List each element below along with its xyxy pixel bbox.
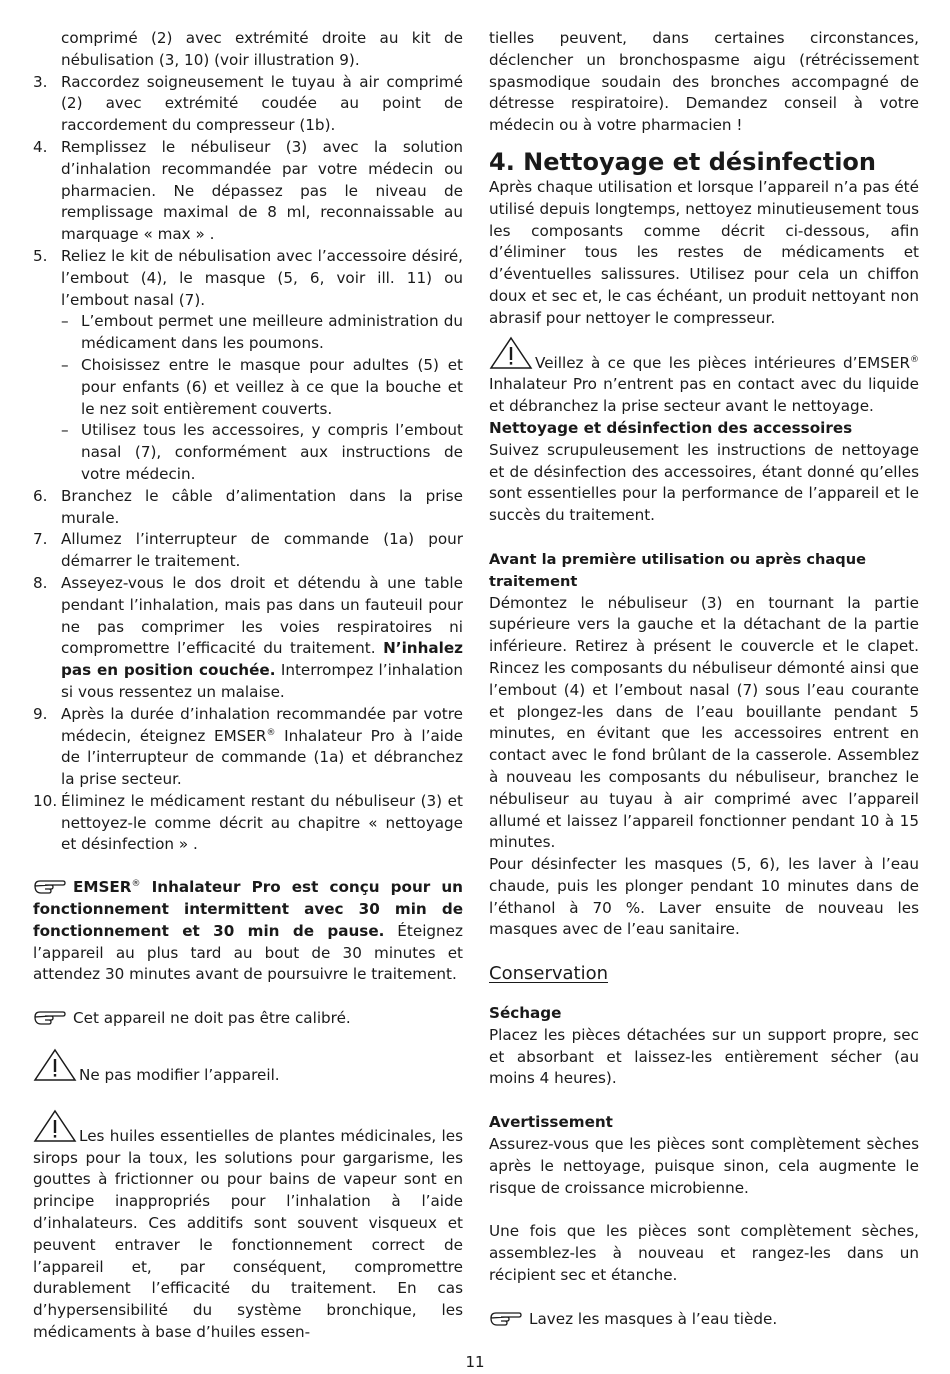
step-text: Allumez l’interrupteur de commande (1a) pour démarrer le traitement. bbox=[61, 530, 463, 571]
interior-warning bbox=[489, 336, 919, 418]
oils-warning bbox=[33, 1109, 463, 1344]
sub-item: – L’embout permet une meilleure administration du médicament dans les poumons. bbox=[61, 311, 463, 355]
warning-text: Inhalateur Pro n’entrent pas en contact avec du liquide et débranchez la prise secteur avant le nettoyage. bbox=[489, 375, 919, 416]
sub-item: – Choisissez entre le masque pour adultes (5) et pour enfants (6) et veillez à ce que la bouche et le nez soit entièrement couverts. bbox=[61, 355, 463, 420]
step-number: 4. bbox=[33, 137, 48, 156]
note-text: Cet appareil ne doit pas être calibré. bbox=[73, 1009, 351, 1028]
pointing-hand-icon bbox=[489, 1309, 523, 1327]
sub-item: – Utilisez tous les accessoires, y compris l’embout nasal (7), conformément aux instructions de votre médecin. bbox=[61, 420, 463, 485]
step-number: 9. bbox=[33, 704, 48, 723]
section-intro: Après chaque utilisation et lorsque l’appareil n’a pas été utilisé depuis longtemps, nettoyez minutieusement tous les composants comme décrit ci-dessous, afin d’éliminer tous les restes de médicaments et d’éventuelles salissures. Utilisez pour cela un chiffon doux et sec et, le cas échéant, un produit nettoyant non abrasif pour nettoyer le compresseur. bbox=[489, 177, 919, 327]
first-use-text: Démontez le nébuliseur (3) en tournant la partie supérieure vers la gauche et la détachant de la partie inférieure. Retirez à présent le couvercle et le clapet. Rincez les composants du nébuliseur démonté ainsi que l’embout (4) et l’embout nasal (7) sous l’eau courante et plongez-les dans de l’eau bouillante pendant 5 minutes, en évitant que les accessoires entrent en contact avec le fond brûlant de la casserole. Assemblez à nouveau les composants du nébuliseur, branchez le nébuliseur au tuyau à air comprimé avec l’appareil allumé et laissez l’appareil fonctionner pendant 10 à 15 minutes. bbox=[489, 593, 919, 852]
step-bold-text: N’inhalez pas en position couchée. bbox=[61, 639, 463, 680]
step-text: Remplissez le nébuliseur (3) avec la solution d’inhalation recommandée par votre médecin ou pharmacien. Ne dépassez pas le niveau de remplissage maximal de 8 ml, reconnaissable au marquage « max » . bbox=[61, 137, 463, 244]
first-use-heading: Avant la première utilisation ou après chaque traitement bbox=[489, 550, 866, 590]
step-text: Après la durée d’inhalation recommandée par votre médecin, éteignez EMSER bbox=[61, 704, 463, 745]
step-2-continuation: comprimé (2) avec extrémité droite au kit de nébulisation (3, 10) (voir illustration 9). bbox=[61, 29, 463, 69]
step-text: Raccordez soigneusement le tuyau à air comprimé (2) avec extrémité coudée au point de raccordement du compresseur (1b). bbox=[61, 72, 463, 135]
warning-triangle-icon bbox=[33, 1109, 77, 1143]
mask-wash-note bbox=[489, 1309, 919, 1331]
step-9 bbox=[33, 704, 463, 791]
step-3 bbox=[33, 72, 463, 137]
note-bold-text: Inhalateur Pro est conçu pour un fonctionnement intermittent avec 30 min de fonctionnement et 30 min de pause. bbox=[33, 878, 463, 940]
accessories-heading: Nettoyage et désinfection des accessoires bbox=[489, 418, 853, 437]
warning-continuation: tielles peuvent, dans certaines circonstances, déclencher un bronchospasme aigu (rétrécissement spasmodique soudain des bronches accompagné de détresse respiratoire). Demandez conseil à votre médecin ou à votre pharmacien ! bbox=[489, 29, 919, 135]
caution-text: Assurez-vous que les pièces sont complètement sèches après le nettoyage, puisque sinon, cela augmente le risque de croissance microbienne. bbox=[489, 1135, 919, 1197]
step-number: 8. bbox=[33, 573, 48, 592]
page-number: 11 bbox=[465, 1353, 485, 1371]
step-6 bbox=[33, 486, 463, 530]
step-text: Reliez le kit de nébulisation avec l’accessoire désiré, l’embout (4), le masque (5, 6, voir ill. 11) ou l’embout nasal (7). bbox=[61, 246, 463, 309]
mask-disinfection-text: Pour désinfecter les masques (5, 6), les laver à l’eau chaude, puis les plonger pendant 10 minutes dans de l’éthanol à 70 %. Laver ensuite de nouveau les masques avec de l’eau sanitaire. bbox=[489, 855, 919, 939]
warning-triangle-icon bbox=[489, 336, 533, 370]
storage-text: Une fois que les pièces sont complètement sèches, assemblez-les à nouveau et rangez-les dans un récipient sec et étanche. bbox=[489, 1222, 919, 1285]
warning-text: Ne pas modifier l’appareil. bbox=[79, 1066, 280, 1085]
warning-triangle-icon bbox=[33, 1048, 77, 1082]
accessory-sublist bbox=[61, 311, 463, 485]
registered-mark: ® bbox=[910, 354, 919, 365]
left-column bbox=[33, 28, 463, 1344]
step-5 bbox=[33, 246, 463, 486]
note-text: Lavez les masques à l’eau tiède. bbox=[529, 1309, 778, 1328]
step-number: 6. bbox=[33, 486, 48, 505]
step-number: 3. bbox=[33, 72, 48, 91]
intermittent-note bbox=[33, 877, 463, 986]
step-text: Branchez le câble d’alimentation dans la prise murale. bbox=[61, 486, 463, 527]
step-7 bbox=[33, 529, 463, 573]
section-heading: 4. Nettoyage et désinfection bbox=[489, 147, 876, 176]
step-number: 10. bbox=[33, 791, 58, 810]
drying-heading: Séchage bbox=[489, 1004, 562, 1023]
pointing-hand-icon bbox=[33, 1008, 67, 1026]
steps-list-a bbox=[33, 72, 463, 857]
step-text: Éliminez le médicament restant du nébuliseur (3) et nettoyez-le comme décrit au chapitre « nettoyage et désinfection » . bbox=[61, 791, 463, 854]
note-text: Éteignez l’appareil au plus tard au bout de 30 minutes et attendez 30 minutes avant de poursuivre le traitement. bbox=[33, 921, 463, 984]
caution-heading: Avertissement bbox=[489, 1113, 613, 1132]
step-number: 7. bbox=[33, 530, 48, 549]
warning-text: Veillez à ce que les pièces intérieures d’EMSER bbox=[535, 353, 910, 372]
calibration-note bbox=[33, 1008, 463, 1030]
registered-mark: ® bbox=[131, 879, 141, 890]
product-name: EMSER bbox=[73, 878, 132, 897]
registered-mark: ® bbox=[266, 727, 276, 738]
accessories-text: Suivez scrupuleusement les instructions de nettoyage et de désinfection des accessoires, étant donné qu’elles sont essentielles pour la performance de l’appareil et le succès du traitement. bbox=[489, 440, 919, 525]
step-text: Asseyez-vous le dos droit et détendu à une table pendant l’inhalation, mais pas dans un fauteuil pour ne pas comprimer les voies respiratoires ni compromettre l’efficacité du traitement. bbox=[61, 573, 463, 658]
step-number: 5. bbox=[33, 246, 48, 265]
right-column bbox=[489, 28, 919, 1331]
step-10 bbox=[33, 791, 463, 856]
drying-text: Placez les pièces détachées sur un support propre, sec et absorbant et laissez-les entièrement sécher (au moins 4 heures). bbox=[489, 1025, 919, 1088]
step-text: Interrompez l’inhalation si vous ressentez un malaise. bbox=[61, 661, 463, 701]
step-4 bbox=[33, 137, 463, 246]
modify-warning bbox=[33, 1048, 463, 1087]
conservation-heading: Conservation bbox=[489, 963, 609, 985]
step-8 bbox=[33, 573, 463, 704]
step-text: Inhalateur Pro à l’aide de l’interrupteur de commande (1a) et débranchez la prise secteur. bbox=[61, 726, 463, 789]
pointing-hand-icon bbox=[33, 877, 67, 895]
warning-text: Les huiles essentielles de plantes médicinales, les sirops pour la toux, les solutions pour gargarisme, les gouttes à frictionner ou pour bains de vapeur sont en principe inappropriés pour l’inhalation à l’aide d’inhalateurs. Ces additifs sont souvent visqueux et peuvent entraver le fonctionnement correct de l’appareil et, par conséquent, compromettre durablement l’efficacité du traitement. En cas d’hypersensibilité du système bronchique, les médicaments à base d’huiles essen- bbox=[33, 1126, 463, 1342]
